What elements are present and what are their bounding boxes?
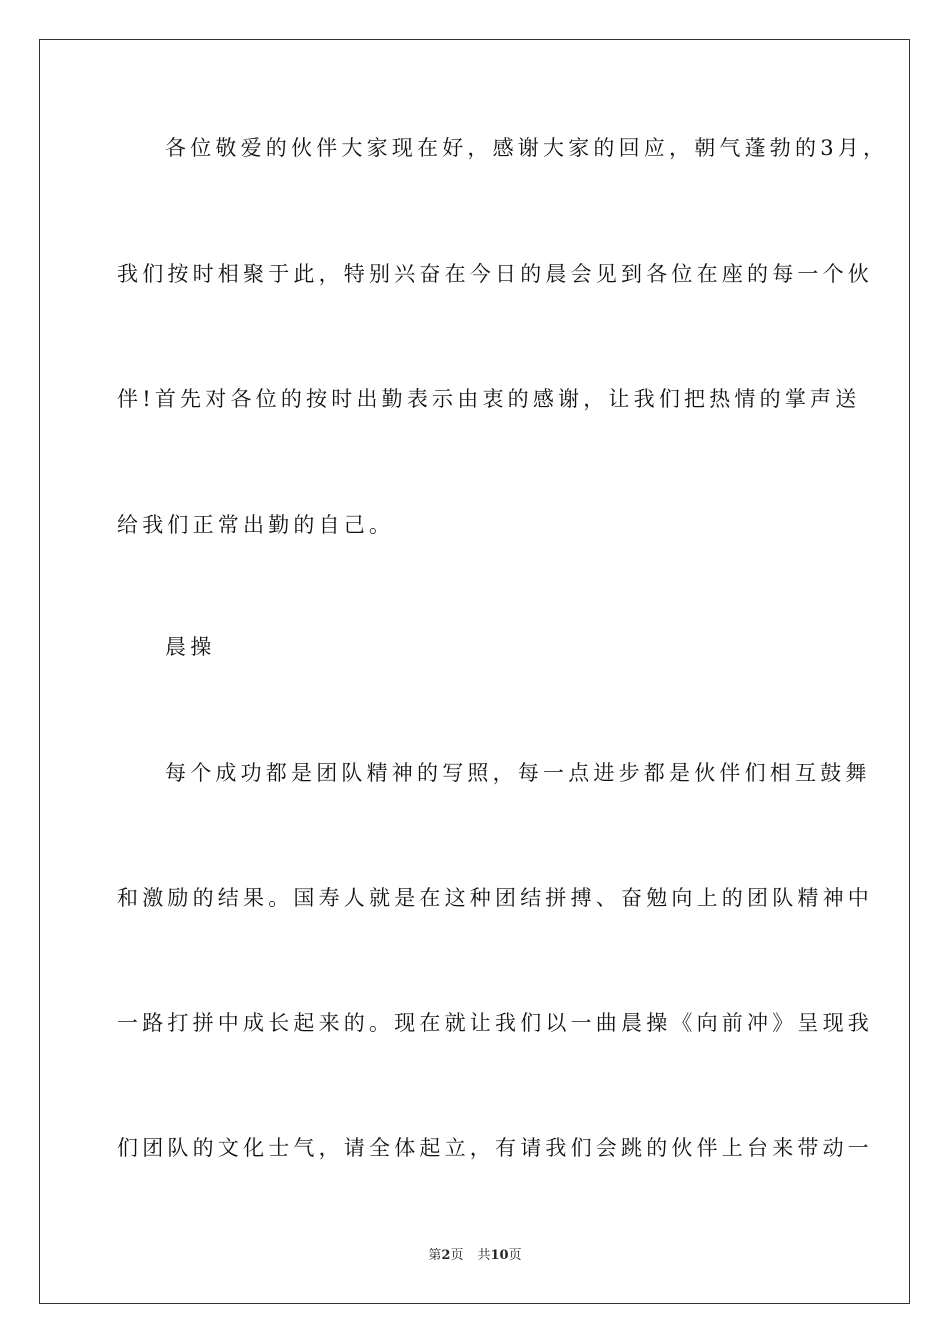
page-prefix: 第 <box>428 1248 442 1263</box>
paragraph-3-line-4: 们团队的文化士气，请全体起立，有请我们会跳的伙伴上台来带动一 <box>117 1136 873 1160</box>
page-suffix: 页 <box>450 1248 464 1263</box>
paragraph-1-line-1: 各位敬爱的伙伴大家现在好，感谢大家的回应，朝气蓬勃的3月， <box>165 136 889 160</box>
section-heading: 晨操 <box>165 635 216 659</box>
paragraph-3-line-1: 每个成功都是团队精神的写照，每一点进步都是伙伴们相互鼓舞 <box>165 761 871 785</box>
page-border <box>39 39 910 1304</box>
page-footer <box>0 1247 950 1265</box>
paragraph-3-line-3: 一路打拼中成长起来的。现在就让我们以一曲晨操《向前冲》呈现我 <box>117 1011 873 1035</box>
paragraph-1-line-4: 给我们正常出勤的自己。 <box>117 513 395 537</box>
current-page-number: 2 <box>441 1248 451 1263</box>
total-prefix: 共 <box>477 1248 491 1263</box>
paragraph-1-line-3: 伴!首先对各位的按时出勤表示由衷的感谢，让我们把热情的掌声送 <box>117 387 861 411</box>
total-suffix: 页 <box>508 1248 522 1263</box>
paragraph-1-line-2: 我们按时相聚于此，特别兴奋在今日的晨会见到各位在座的每一个伙 <box>117 262 873 286</box>
paragraph-3-line-2: 和激励的结果。国寿人就是在这种团结拼搏、奋勉向上的团队精神中 <box>117 886 873 910</box>
total-page-number: 10 <box>490 1248 509 1263</box>
